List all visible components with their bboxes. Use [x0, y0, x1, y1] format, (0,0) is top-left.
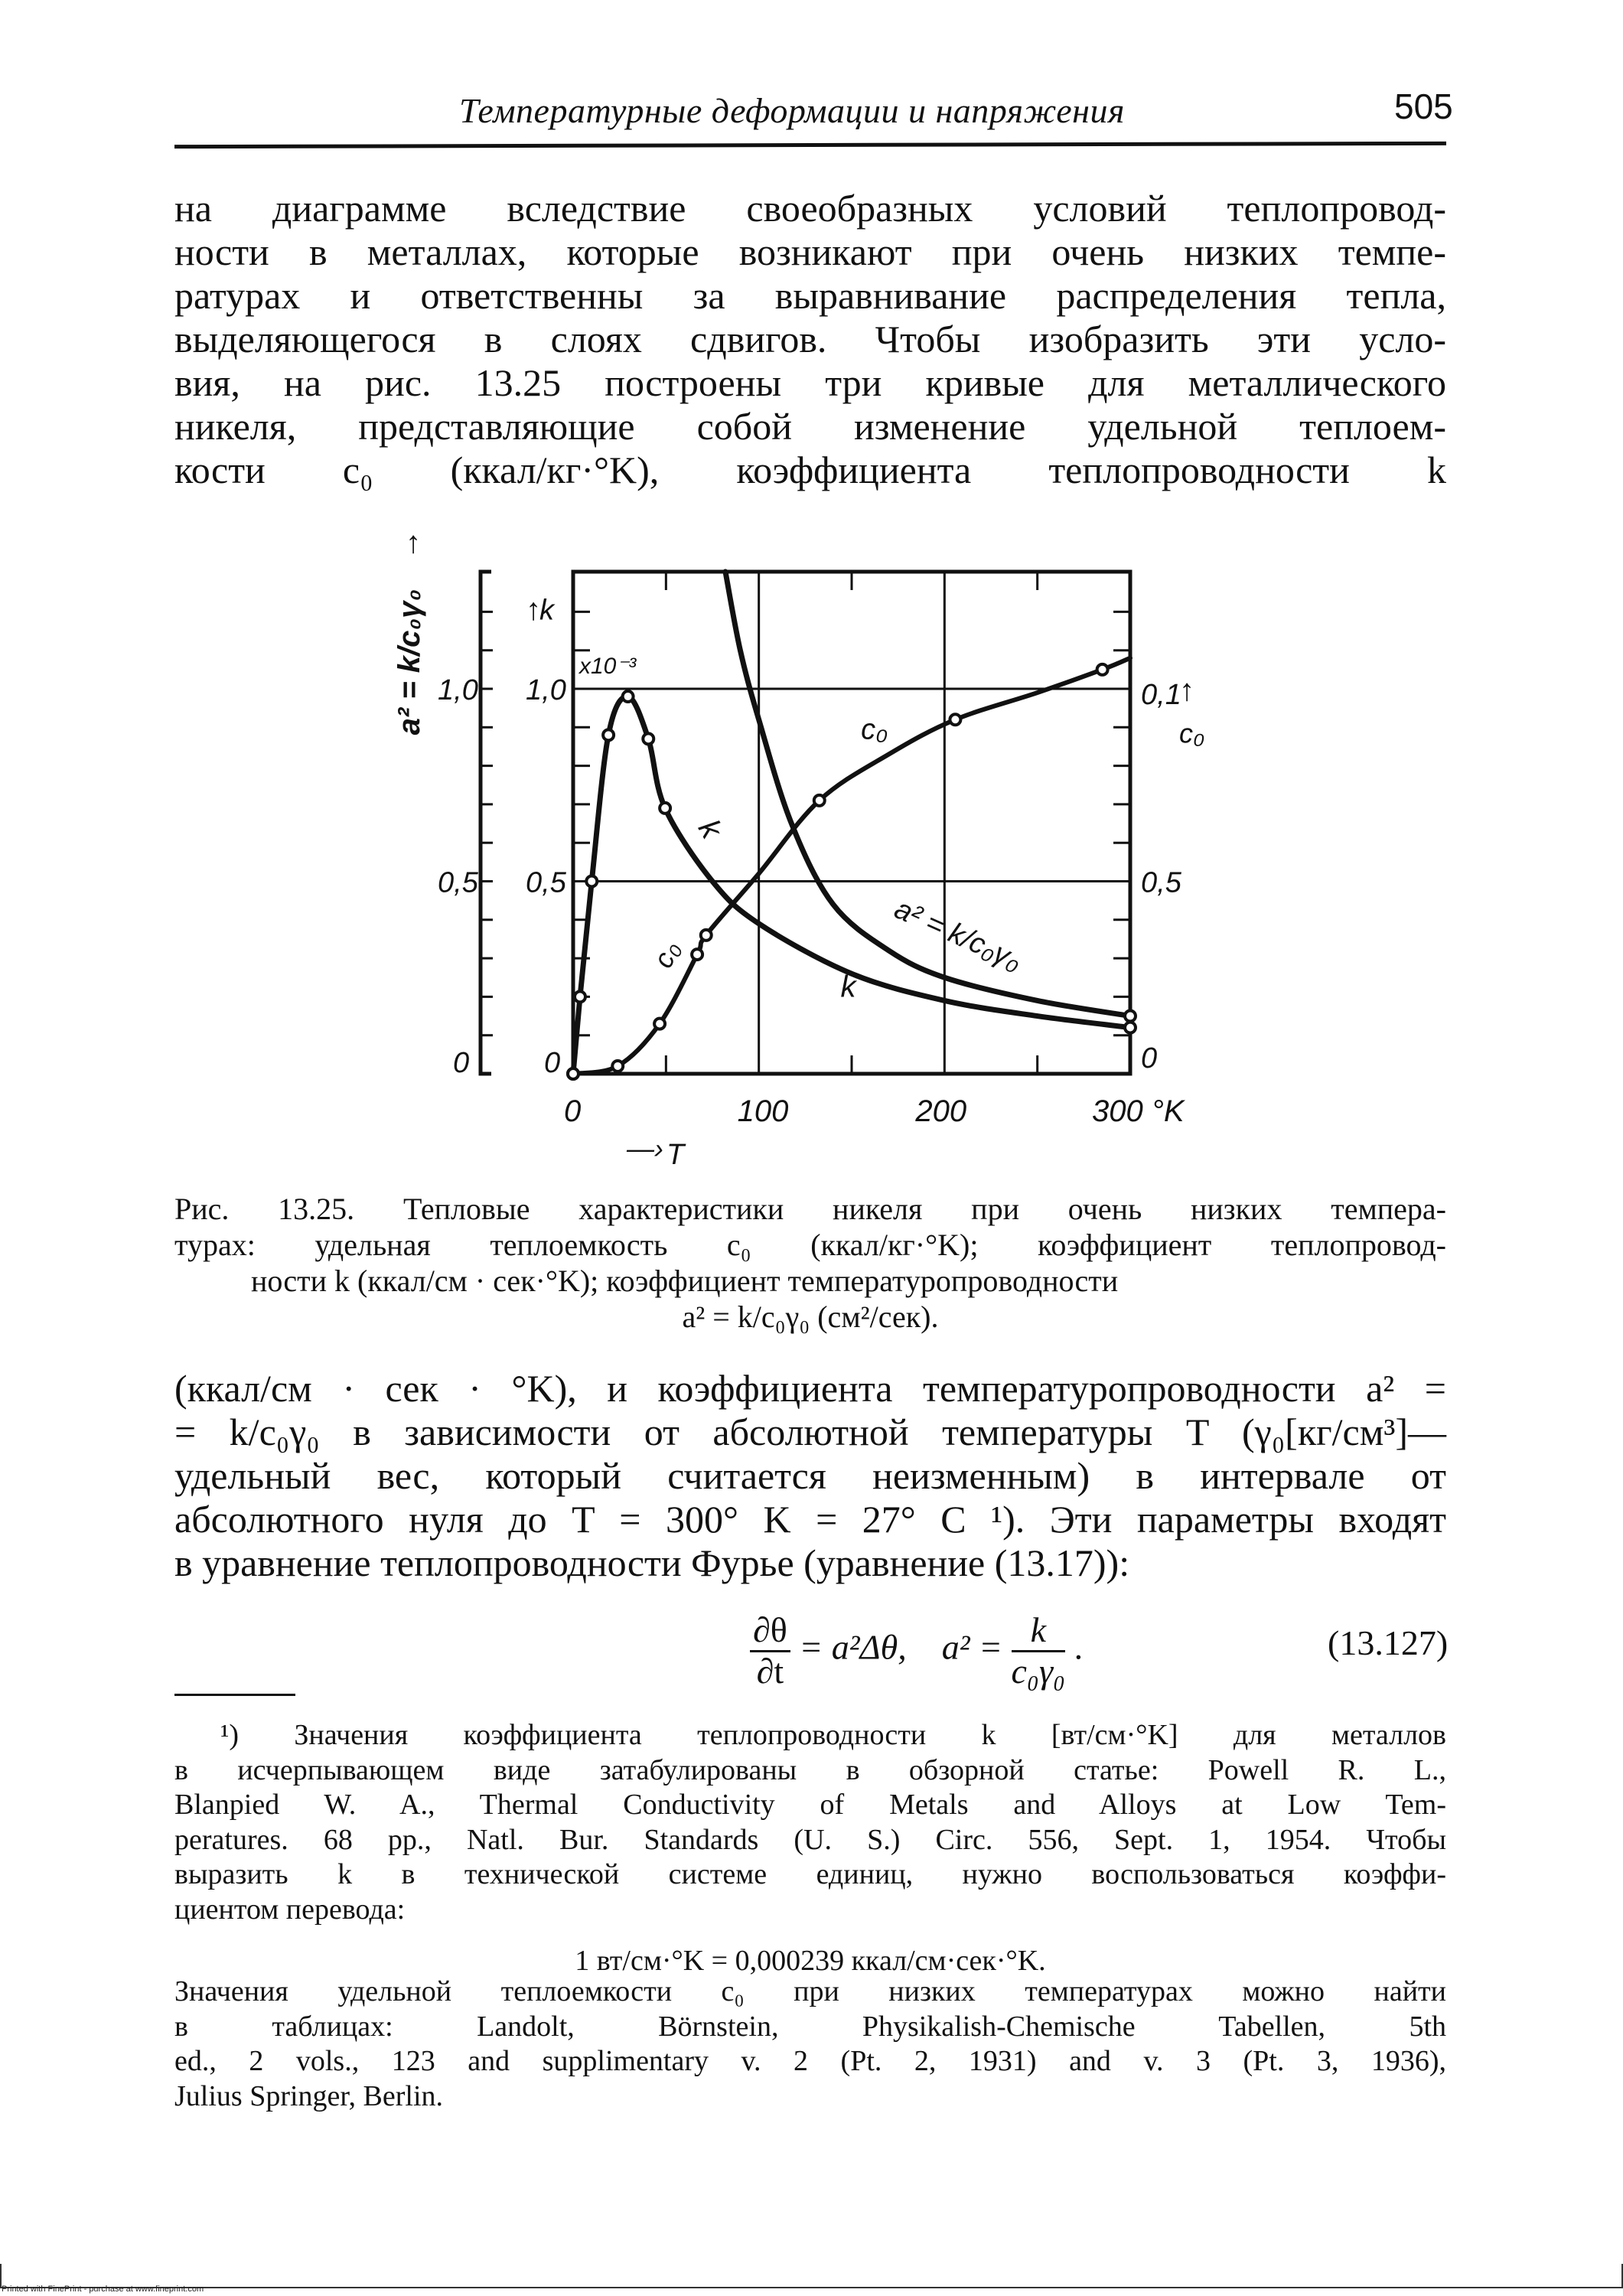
footnote-line: выразить k в технической системе единиц, нужно воспользоваться коэффи- [174, 1858, 1446, 1890]
equation-term: . [1074, 1627, 1084, 1667]
figure-13-25 [367, 520, 1286, 1171]
text-line: (ккал/см · сек · °K), и коэффициента температуропроводности a² = [174, 1367, 1446, 1410]
fraction-k-over-c0gamma0 [1012, 1611, 1066, 1691]
data-point-marker [1125, 1022, 1136, 1033]
k-tick-label: 0,5 [526, 866, 566, 899]
k-multiplier-label: x10⁻³ [579, 654, 637, 679]
fraction-numerator: k [1012, 1611, 1066, 1652]
caption-line: Рис. 13.25. Тепловые характеристики никеля при очень низких темпера- [174, 1192, 1446, 1226]
fraction-dtheta-dt [750, 1611, 790, 1691]
c0-axis-arrow-icon: ↑ [1179, 673, 1194, 708]
fraction-denominator: ∂t [756, 1651, 784, 1691]
c0-tick-label: 0 [1141, 1042, 1158, 1075]
conversion-formula: 1 вт/см·°K = 0,000239 ккал/см·сек·°K. [575, 1945, 1046, 1977]
c0-curve-label: c₀ [861, 713, 888, 746]
footnote-line: ed., 2 vols., 123 and supplimentary v. 2 (Pt. 2, 1931) and v. 3 (Pt. 3, 1936), [174, 2045, 1446, 2077]
c0-curve [573, 658, 1130, 1074]
a2-tick-label: 0,5 [438, 866, 478, 899]
data-point-marker [814, 795, 825, 806]
fraction-denominator: c₀γ₀ [1011, 1651, 1066, 1691]
text-line: выделяющегося в слоях сдвигов. Чтобы изобразить эти усло- [174, 318, 1446, 360]
text-line: на диаграмме вследствие своеобразных условий теплопровод- [174, 187, 1446, 230]
footnote-1 [174, 1718, 1446, 1979]
k-curve-label: k [840, 970, 856, 1004]
text-line: удельный вес, который считается неизменным) в интервале от [174, 1454, 1446, 1497]
data-point-marker [568, 1068, 578, 1079]
footnote-line: Значения удельной теплоемкости c₀ при низких температурах можно найти [174, 1975, 1446, 2007]
x-axis-arrow-icon: —› [627, 1133, 663, 1164]
data-point-marker [586, 876, 597, 887]
equation-number: (13.127) [1328, 1623, 1449, 1662]
thermal-characteristics-chart [367, 520, 1286, 1171]
data-point-marker [612, 1061, 623, 1071]
x-tick-label: 0 [564, 1094, 582, 1128]
text-line: ности в металлах, которые возникают при очень низких темпе- [174, 230, 1446, 273]
data-point-marker [654, 1019, 665, 1029]
footnote-line: в таблицах: Landolt, Börnstein, Physikalish-Chemische Tabellen, 5th [174, 2010, 1446, 2043]
c0-axis-label: c₀ [1179, 717, 1205, 749]
data-point-marker [1125, 1011, 1136, 1022]
caption-line: турах: удельная теплоемкость c₀ (ккал/кг·°K); коэффициент теплопровод- [174, 1228, 1446, 1262]
data-point-marker [623, 691, 634, 702]
footnote-2 [174, 1975, 1446, 2114]
equation-13-127 [750, 1611, 1083, 1691]
c0-tick-label: 0,5 [1141, 866, 1181, 899]
paragraph-parameters [174, 1367, 1446, 1585]
a2-curve-label: a² = k/c₀γ₀ [889, 892, 1027, 977]
footnote-line: ¹) Значения коэффициента теплопроводности k [вт/см·°K] для металлов [220, 1719, 1446, 1751]
footnote-line: Julius Springer, Berlin. [174, 2079, 444, 2112]
footnote-rule [174, 1694, 295, 1696]
footnote-line: peratures. 68 pp., Natl. Bur. Standards (U. S.) Circ. 556, Sept. 1, 1954. Чтобы [174, 1823, 1446, 1856]
page-number: 505 [1394, 86, 1453, 126]
c0-curve-label: c₀ [647, 936, 686, 973]
caption-line: a² = k/c₀γ₀ (см²/сек). [682, 1300, 939, 1334]
x-axis-label: T [666, 1139, 685, 1171]
c0-tick-label: 0,1 [1141, 679, 1181, 711]
running-header-title: Температурные деформации и напряжения [459, 91, 1125, 130]
a2-axis [481, 572, 491, 1074]
k-tick-label: 0 [544, 1047, 561, 1079]
data-point-marker [692, 949, 702, 960]
a2-axis-label: a² = k/c₀γ₀ [393, 589, 426, 735]
data-point-marker [643, 733, 653, 744]
printer-note: Printed with FinePrint - purchase at www.fineprint.com [2, 2285, 204, 2294]
k-axis-label: k [539, 594, 554, 627]
fraction-numerator: ∂θ [750, 1611, 790, 1652]
k-tick-label: 1,0 [526, 674, 566, 706]
figure-caption [174, 1191, 1446, 1335]
paragraph-intro [174, 187, 1446, 492]
data-point-marker [701, 930, 712, 941]
text-line: кости c₀ (ккал/кг·°K), коэффициента теплопроводности k [174, 448, 1446, 491]
text-line: = k/c₀γ₀ в зависимости от абсолютной температуры T (γ₀[кг/см³]— [174, 1411, 1446, 1453]
a2-tick-label: 1,0 [438, 674, 478, 706]
x-tick-label: 100 [737, 1094, 789, 1128]
k-curve [573, 696, 1130, 1074]
footnote-line: в исчерпывающем виде затабулированы в обзорной статье: Powell R. L., [174, 1753, 1446, 1786]
data-point-marker [950, 714, 960, 725]
k-curve-label: k [691, 814, 728, 844]
printer-frame [0, 2264, 1623, 2288]
equation-term: = a²Δθ, [799, 1627, 907, 1667]
data-point-marker [575, 991, 585, 1002]
a2-curve [725, 572, 1130, 1016]
text-line: в уравнение теплопроводности Фурье (уравнение (13.17)): [174, 1541, 1130, 1584]
equation-term: a² = [941, 1627, 1003, 1667]
data-point-marker [603, 729, 614, 740]
footnote-line: Blanpied W. A., Thermal Conductivity of Metals and Alloys at Low Tem- [174, 1789, 1446, 1821]
text-line: вия, на рис. 13.25 построены три кривые для металлического [174, 361, 1446, 404]
text-line: абсолютного нуля до T = 300° K = 27° C ¹). Эти параметры входят [174, 1498, 1446, 1541]
k-axis-arrow-icon: ↑ [526, 592, 541, 627]
text-line: ратурах и ответственны за выравнивание распределения тепла, [174, 274, 1446, 317]
footnote-line: циентом перевода: [174, 1893, 406, 1926]
header-rule [174, 142, 1446, 148]
data-point-marker [660, 803, 670, 814]
x-tick-label: 300 °K [1092, 1094, 1185, 1128]
a2-tick-label: 0 [453, 1047, 470, 1079]
x-tick-label: 200 [915, 1094, 967, 1128]
a2-axis-arrow-icon: ↑ [406, 526, 421, 559]
data-point-marker [1097, 664, 1108, 675]
caption-line: ности k (ккал/см · сек·°K); коэффициент температуропроводности [251, 1264, 1119, 1298]
text-line: никеля, представляющие собой изменение удельной теплоем- [174, 405, 1446, 448]
